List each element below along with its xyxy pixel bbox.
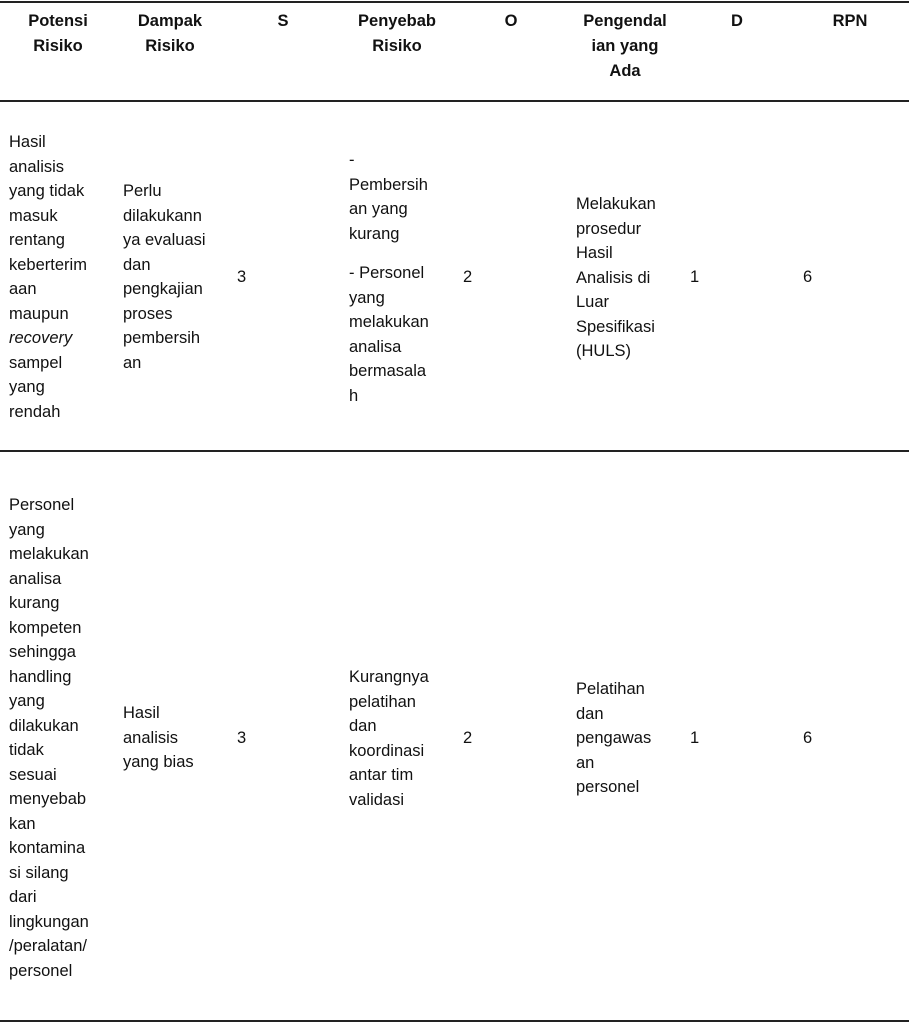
header-rpn: RPN	[832, 12, 868, 30]
header-o: O	[504, 12, 518, 30]
table-top-rule	[0, 1, 909, 3]
table-bottom-rule	[0, 1020, 909, 1022]
row-1-d-value: 1	[690, 268, 700, 286]
row-2-d-value: 1	[690, 729, 700, 747]
row-2-rpn-value: 6	[803, 729, 813, 747]
header-bottom-rule	[0, 100, 909, 102]
row-1-rpn-value: 6	[803, 268, 813, 286]
row-2-pengendalian: Pelatihan dan pengawas an personel	[576, 680, 652, 796]
row-1-potensi-italic: recovery	[9, 329, 73, 347]
header-penyebab-risiko: Penyebab Risiko	[358, 12, 436, 55]
row-2-potensi-risiko: Personel yang melakukan analisa kurang kompeten sehingga handling yang dilakukan tidak sesuai menyebab kan kontamina si silang dari lingkungan /peralatan/ personel	[9, 496, 89, 980]
header-pengendalian: Pengendal ian yang Ada	[583, 12, 667, 80]
row-1-penyebab-2: - Personel yang melakukan analisa bermasala h	[349, 264, 429, 405]
header-potensi-risiko: Potensi Risiko	[28, 12, 88, 55]
row-1-s-value: 3	[237, 268, 247, 286]
row-1-potensi-text-a: Hasil analisis yang tidak masuk rentang keberterim aan maupun	[9, 133, 87, 323]
row-1-penyebab-1: - Pembersih an yang kurang	[349, 151, 428, 243]
row-1-pengendalian: Melakukan prosedur Hasil Analisis di Luar Spesifikasi (HULS)	[576, 195, 656, 360]
header-dampak-risiko: Dampak Risiko	[137, 12, 203, 55]
row-2-s-value: 3	[237, 729, 247, 747]
row-1-bottom-rule	[0, 450, 909, 452]
row-1-dampak-risiko: Perlu dilakukann ya evaluasi dan pengkajian proses pembersih an	[123, 182, 206, 372]
header-d: D	[731, 12, 743, 30]
row-2-dampak-risiko: Hasil analisis yang bias	[123, 704, 194, 771]
row-1-potensi-risiko	[9, 130, 109, 424]
row-1-potensi-text-b: sampel yang rendah	[9, 353, 63, 421]
row-2-o-value: 2	[463, 729, 473, 747]
row-2-penyebab-risiko: Kurangnya pelatihan dan koordinasi antar tim validasi	[349, 668, 429, 809]
row-1-o-value: 2	[463, 268, 473, 286]
header-s: S	[277, 12, 289, 30]
